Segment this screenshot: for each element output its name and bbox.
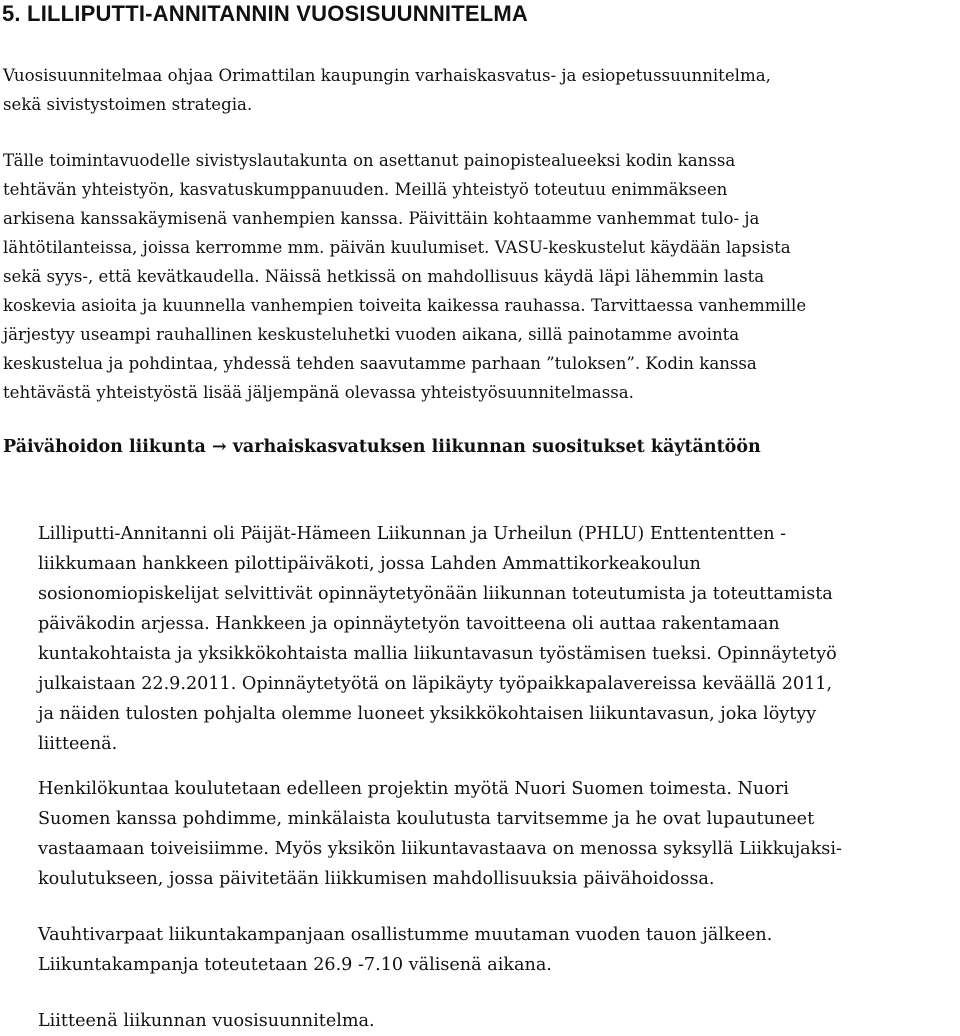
text-line: ja näiden tulosten pohjalta olemme luoneet yksikkökohtaisen liikuntavasun, joka löytyy [38, 704, 817, 724]
project-paragraph [38, 519, 953, 759]
text-line: julkaistaan 22.9.2011. Opinnäytetyötä on läpikäyty työpaikkapalavereissa keväällä 2011, [38, 674, 833, 694]
text-line: Vauhtivarpaat liikuntakampanjaan osallistumme muutaman vuoden tauon jälkeen. [38, 925, 773, 945]
subsection-title: Päivähoidon liikunta → varhaiskasvatuksen liikunnan suositukset käytäntöön [3, 437, 761, 457]
text-line: päiväkodin arjessa. Hankkeen ja opinnäytetyön tavoitteena oli auttaa rakentamaan [38, 614, 780, 634]
campaign-paragraph [38, 920, 953, 980]
intro-paragraph [3, 61, 953, 119]
text-line: järjestyy useampi rauhallinen keskusteluhetki vuoden aikana, sillä painotamme avointa [3, 325, 740, 344]
text-line: kuntakohtaista ja yksikkökohtaista mallia liikuntavasun työstämisen tueksi. Opinnäytetyö [38, 644, 837, 664]
text-line: liikkumaan hankkeen pilottipäiväkoti, jossa Lahden Ammattikorkeakoulun [38, 554, 701, 574]
text-line: arkisena kanssakäymisenä vanhempien kanssa. Päivittäin kohtaamme vanhemmat tulo- ja [3, 209, 760, 228]
text-line: sosionomiopiskelijat selvittivät opinnäytetyönään liikunnan toteutumista ja toteuttamista [38, 584, 833, 604]
text-line: lähtötilanteissa, joissa kerromme mm. päivän kuulumiset. VASU-keskustelut käydään lapsista [3, 238, 791, 257]
section-heading: 5. LILLIPUTTI-ANNITANNIN VUOSISUUNNITELMA [2, 1, 528, 26]
text-line: Lilliputti-Annitanni oli Päijät-Hämeen Liikunnan ja Urheilun (PHLU) Enttententten - [38, 524, 787, 544]
text-line: sekä syys-, että kevätkaudella. Näissä hetkissä on mahdollisuus käydä läpi lähemmin lasta [3, 267, 765, 286]
training-paragraph [38, 774, 953, 894]
cooperation-paragraph [3, 146, 953, 407]
text-line: Liikuntakampanja toteutetaan 26.9 -7.10 välisenä aikana. [38, 955, 552, 975]
text-line: Suomen kanssa pohdimme, minkälaista koulutusta tarvitsemme ja he ovat lupautuneet [38, 809, 815, 829]
text-line: Vuosisuunnitelmaa ohjaa Orimattilan kaupungin varhaiskasvatus- ja esiopetussuunnitelma, [3, 66, 771, 85]
text-line: tehtävän yhteistyön, kasvatuskumppanuuden. Meillä yhteistyö toteutuu enimmäkseen [3, 180, 728, 199]
text-line: sekä sivistystoimen strategia. [3, 95, 253, 114]
attachment-paragraph [38, 1006, 953, 1036]
text-line: Liitteenä liikunnan vuosisuunnitelma. [38, 1011, 375, 1031]
text-line: keskustelua ja pohdintaa, yhdessä tehden saavutamme parhaan ”tuloksen”. Kodin kanssa [3, 354, 757, 373]
text-line: koulutukseen, jossa päivitetään liikkumisen mahdollisuuksia päivähoidossa. [38, 869, 715, 889]
text-line: koskevia asioita ja kuunnella vanhempien toiveita kaikessa rauhassa. Tarvittaessa vanhemmille [3, 296, 807, 315]
text-line: Henkilökuntaa koulutetaan edelleen projektin myötä Nuori Suomen toimesta. Nuori [38, 779, 789, 799]
text-line: liitteenä. [38, 734, 118, 754]
text-line: vastaamaan toiveisiimme. Myös yksikön liikuntavastaava on menossa syksyllä Liikkujaksi- [38, 839, 842, 859]
text-line: tehtävästä yhteistyöstä lisää jäljempänä olevassa yhteistyösuunnitelmassa. [3, 383, 634, 402]
text-line: Tälle toimintavuodelle sivistyslautakunta on asettanut painopistealueeksi kodin kanssa [3, 151, 736, 170]
